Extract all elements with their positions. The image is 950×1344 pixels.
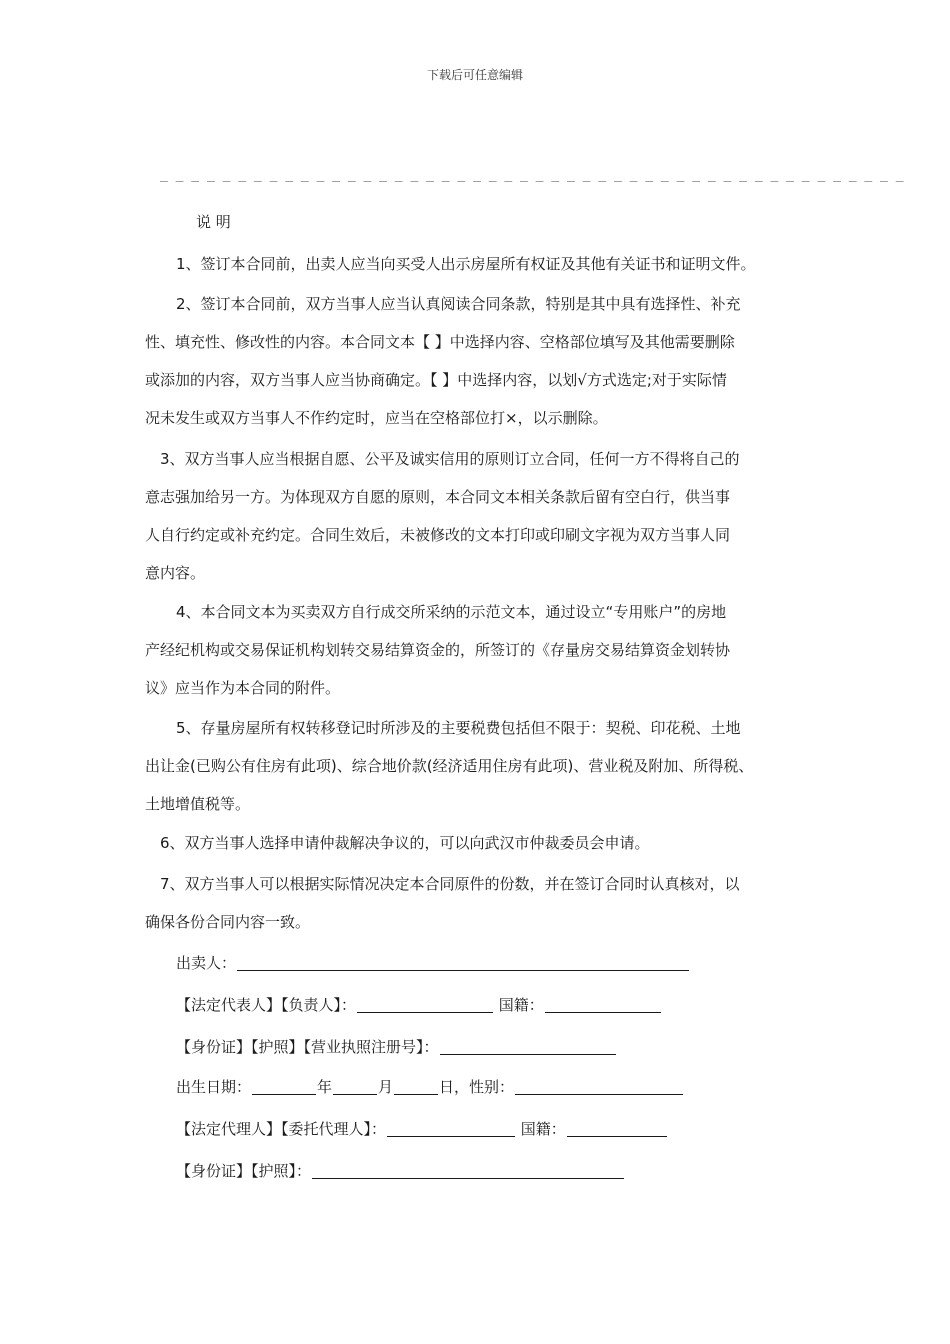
item-2-line-2: 性、填充性、修改性的内容。本合同文本【 】中选择内容、空格部位填写及其他需要删除 — [145, 333, 735, 351]
id-passport-field[interactable] — [312, 1162, 624, 1179]
id-passport-label: 【身份证】【护照】： — [176, 1162, 312, 1180]
id-license-label: 【身份证】【护照】【营业执照注册号】： — [176, 1038, 439, 1056]
item-3-line-1: 3、双方当事人应当根据自愿、公平及诚实信用的原则订立合同，任何一方不得将自己的 — [160, 450, 740, 468]
item-5-line-2: 出让金(已购公有住房有此项)、综合地价款(经济适用住房有此项)、营业税及附加、所得税、 — [145, 757, 754, 775]
item-7-line-1: 7、双方当事人可以根据实际情况决定本合同原件的份数，并在签订合同时认真核对，以 — [160, 875, 740, 893]
item-6-line-1: 6、双方当事人选择申请仲裁解决争议的，可以向武汉市仲裁委员会申请。 — [160, 834, 650, 852]
gender-field[interactable] — [515, 1078, 683, 1095]
agent-label: 【法定代理人】【委托代理人】： — [176, 1120, 387, 1138]
birth-month-field[interactable] — [333, 1078, 377, 1095]
item-1-line-1: 1、签订本合同前，出卖人应当向买受人出示房屋所有权证及其他有关证书和证明文件。 — [176, 255, 756, 273]
item-3-line-4: 意内容。 — [145, 564, 206, 582]
birth-day-field[interactable] — [394, 1078, 438, 1095]
item-4-line-1: 4、本合同文本为买卖双方自行成交所采纳的示范文本，通过设立“专用账户”的房地 — [176, 603, 727, 621]
item-7-line-2: 确保各份合同内容一致。 — [145, 913, 311, 931]
representative-row — [176, 995, 662, 1015]
year-label: 年 — [317, 1078, 333, 1096]
birth-year-field[interactable] — [252, 1078, 316, 1095]
id-license-field[interactable] — [440, 1038, 616, 1055]
representative-field[interactable] — [357, 996, 493, 1013]
day-gender-label: 日，性别： — [439, 1078, 515, 1096]
seller-row — [176, 953, 690, 973]
item-3-line-2: 意志强加给另一方。为体现双方自愿的原则，本合同文本相关条款后留有空白行，供当事 — [145, 488, 731, 506]
instructions-title: 说 明 — [196, 213, 231, 231]
agent-nationality-field[interactable] — [567, 1120, 667, 1137]
nationality-label: 国籍： — [498, 996, 544, 1014]
agent-field[interactable] — [387, 1120, 515, 1137]
item-2-line-4: 况未发生或双方当事人不作约定时，应当在空格部位打×，以示删除。 — [145, 409, 608, 427]
header-note: 下载后可任意编辑 — [426, 68, 523, 82]
id-passport-row — [176, 1161, 625, 1181]
seller-label: 出卖人： — [176, 954, 237, 972]
birth-label: 出生日期： — [176, 1078, 252, 1096]
dashed-separator: — — — — — — — — — — — — — — — — — — — — — — — — — — — — — — — — — — — — — — — — — — — — — — — — — [160, 174, 904, 189]
birth-row — [176, 1077, 684, 1097]
item-4-line-2: 产经纪机构或交易保证机构划转交易结算资金的，所签订的《存量房交易结算资金划转协 — [145, 641, 731, 659]
seller-field[interactable] — [237, 954, 689, 971]
item-5-line-3: 土地增值税等。 — [145, 795, 251, 813]
representative-label: 【法定代表人】【负责人】： — [176, 996, 357, 1014]
item-2-line-3: 或添加的内容，双方当事人应当协商确定。【 】中选择内容，以划√方式选定;对于实际情 — [145, 371, 727, 389]
item-4-line-3: 议》应当作为本合同的附件。 — [145, 679, 341, 697]
item-3-line-3: 人自行约定或补充约定。合同生效后，未被修改的文本打印或印刷文字视为双方当事人同 — [145, 526, 731, 544]
agent-row — [176, 1119, 668, 1139]
item-2-line-1: 2、签订本合同前，双方当事人应当认真阅读合同条款，特别是其中具有选择性、补充 — [176, 295, 741, 313]
item-5-line-1: 5、存量房屋所有权转移登记时所涉及的主要税费包括但不限于：契税、印花税、土地 — [176, 719, 741, 737]
id-license-row — [176, 1037, 617, 1057]
agent-nationality-label: 国籍： — [520, 1120, 566, 1138]
nationality-field[interactable] — [545, 996, 661, 1013]
month-label: 月 — [378, 1078, 394, 1096]
